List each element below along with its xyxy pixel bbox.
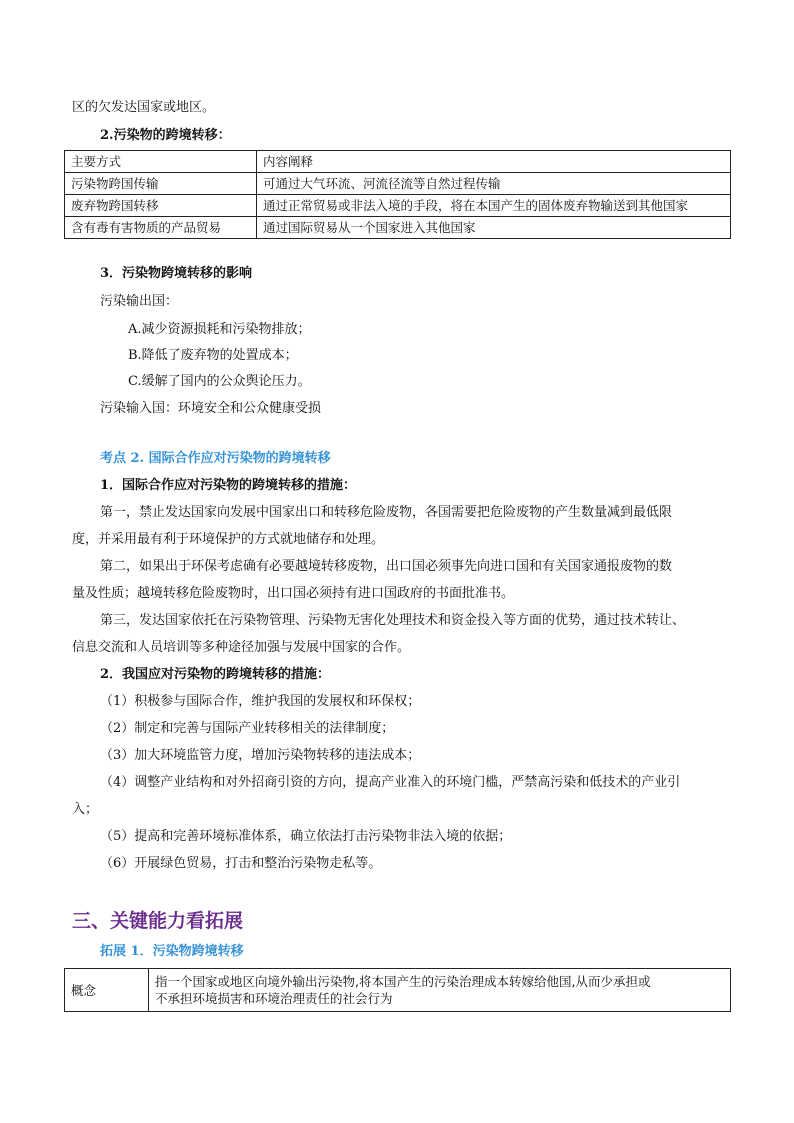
- measure-first-line1: 第一，禁止发达国家向发展中国家出口和转移危险废物，各国需要把危险废物的产生数量减到最低限: [100, 505, 673, 520]
- table-cell: 含有毒有害物质的产品贸易: [65, 217, 257, 239]
- concept-table: [64, 968, 731, 1012]
- table-cell: 通过国际贸易从一个国家进入其他国家: [257, 217, 731, 239]
- concept-content-line: 指一个国家或地区向境外输出污染物,将本国产生的污染治理成本转嫁给他国,从而少承担或: [155, 974, 651, 989]
- export-item: A.减少资源损耗和污染物排放；: [128, 322, 311, 337]
- concept-content-line: 不承担环境损害和环境治理责任的社会行为: [155, 991, 393, 1006]
- china-measure-item: （3）加大环境监管力度，增加污染物转移的违法成本；: [100, 748, 421, 763]
- table-cell: 可通过大气环流、河流径流等自然过程传输: [257, 173, 731, 195]
- export-country-label: 污染输出国：: [100, 294, 179, 309]
- china-measures-heading: 2．我国应对污染物的跨境转移的措施：: [100, 667, 331, 682]
- table-row: [65, 969, 731, 1012]
- table-header-row: [65, 151, 731, 173]
- section-3-title: 三、关键能力看拓展: [72, 910, 244, 932]
- table-row: [65, 217, 731, 239]
- kaodian-2-title: 考点 2. 国际合作应对污染物的跨境转移: [100, 451, 331, 466]
- tuozhan-1-title: 拓展 1．污染物跨境转移: [100, 944, 244, 959]
- table-row: [65, 173, 731, 195]
- china-measure-item: （6）开展绿色贸易，打击和整治污染物走私等。: [100, 856, 382, 871]
- table-cell: 通过正常贸易或非法入境的手段，将在本国产生的固体废弃物输送到其他国家: [257, 195, 731, 217]
- measure-second-line2: 量及性质；越境转移危险废物时，出口国必须持有进口国政府的书面批准书。: [72, 586, 515, 601]
- table-header-cell: 内容阐释: [257, 151, 731, 173]
- table-cell: 污染物跨国传输: [65, 173, 257, 195]
- measure-first-line2: 度，并采用最有利于环境保护的方式就地储存和处理。: [72, 532, 385, 547]
- impact-heading: 3．污染物跨境转移的影响: [100, 266, 253, 281]
- china-measure-item-continuation: 入；: [72, 802, 99, 817]
- china-measure-item: （1）积极参与国际合作，维护我国的发展权和环保权；: [100, 694, 421, 709]
- measure-third-line1: 第三，发达国家依托在污染物管理、污染物无害化处理技术和资金投入等方面的优势，通过技术转让、: [100, 613, 686, 628]
- section-heading-transfer: 2.污染物的跨境转移：: [100, 128, 231, 143]
- export-item: C.缓解了国内的公众舆论压力。: [128, 374, 311, 389]
- china-measure-item: （2）制定和完善与国际产业转移相关的法律制度；: [100, 721, 395, 736]
- china-measure-item: （4）调整产业结构和对外招商引资的方向，提高产业准入的环境门槛，严禁高污染和低技术的产业引: [100, 775, 681, 790]
- measure-second-line1: 第二，如果出于环保考虑确有必要越境转移废物，出口国必须事先向进口国和有关国家通报废物的数: [100, 559, 673, 574]
- export-item: B.降低了废弃物的处置成本；: [128, 348, 298, 363]
- table-cell: 废弃物跨国转移: [65, 195, 257, 217]
- table-header-cell: 主要方式: [65, 151, 257, 173]
- international-measures-heading: 1．国际合作应对污染物的跨境转移的措施：: [100, 478, 357, 493]
- continuation-line: 区的欠发达国家或地区。: [72, 100, 216, 115]
- concept-label-cell: 概念: [65, 969, 149, 1012]
- table-row: [65, 195, 731, 217]
- transfer-methods-table: [64, 150, 731, 239]
- concept-content-cell: [149, 969, 731, 1012]
- import-country-line: 污染输入国：环境安全和公众健康受损: [100, 401, 322, 416]
- china-measure-item: （5）提高和完善环境标准体系，确立依法打击污染物非法入境的依据；: [100, 829, 512, 844]
- measure-third-line2: 信息交流和人员培训等多种途径加强与发展中国家的合作。: [72, 640, 411, 655]
